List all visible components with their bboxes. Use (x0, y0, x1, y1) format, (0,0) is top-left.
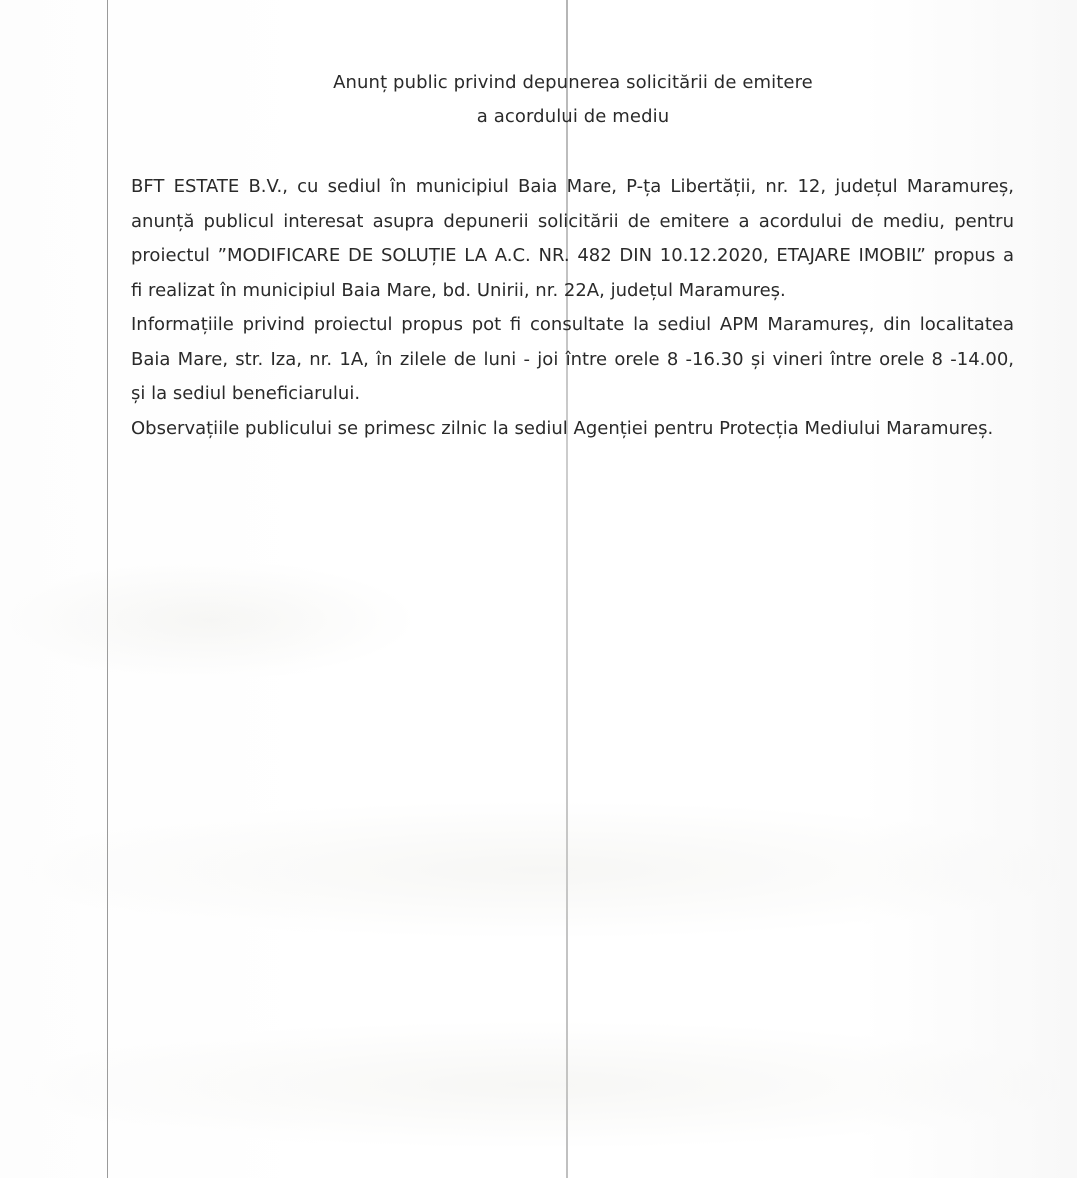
scan-smudge (0, 1020, 1077, 1150)
title-line-2: a acordului de mediu (476, 106, 670, 127)
body-line: și la sediul beneficiarului. (131, 383, 361, 404)
body-line: Baia Mare, str. Iza, nr. 1A, în zilele de luni - joi între orele 8 -16.30 și vineri între orele 8 -14.00, (131, 348, 1014, 370)
body-line: proiectul ”MODIFICARE DE SOLUȚIE LA A.C. NR. 482 DIN 10.12.2020, ETAJARE IMOBIL” propus a (131, 245, 1014, 266)
scan-smudge (0, 560, 420, 680)
body-line: BFT ESTATE B.V., cu sediul în municipiul Baia Mare, P-ța Libertății, nr. 12, județul Maramureș, (131, 176, 1014, 197)
scan-smudge (0, 800, 1077, 940)
body-line: Informațiile privind proiectul propus pot fi consultate la sediul APM Maramureș, din localitatea (131, 314, 1014, 335)
announcement-body (131, 170, 1014, 446)
body-line: anunță publicul interesat asupra depunerii solicitării de emitere a acordului de mediu, pentru (131, 210, 1014, 232)
body-line: fi realizat în municipiul Baia Mare, bd. Unirii, nr. 22A, județul Maramureș. (131, 279, 786, 301)
announcement-title (0, 66, 1077, 134)
body-line: Observațiile publicului se primesc zilnic la sediul Agenției pentru Protecția Mediului Maramureș. (131, 417, 994, 439)
title-line-1: Anunț public privind depunerea solicitării de emitere (333, 72, 813, 93)
